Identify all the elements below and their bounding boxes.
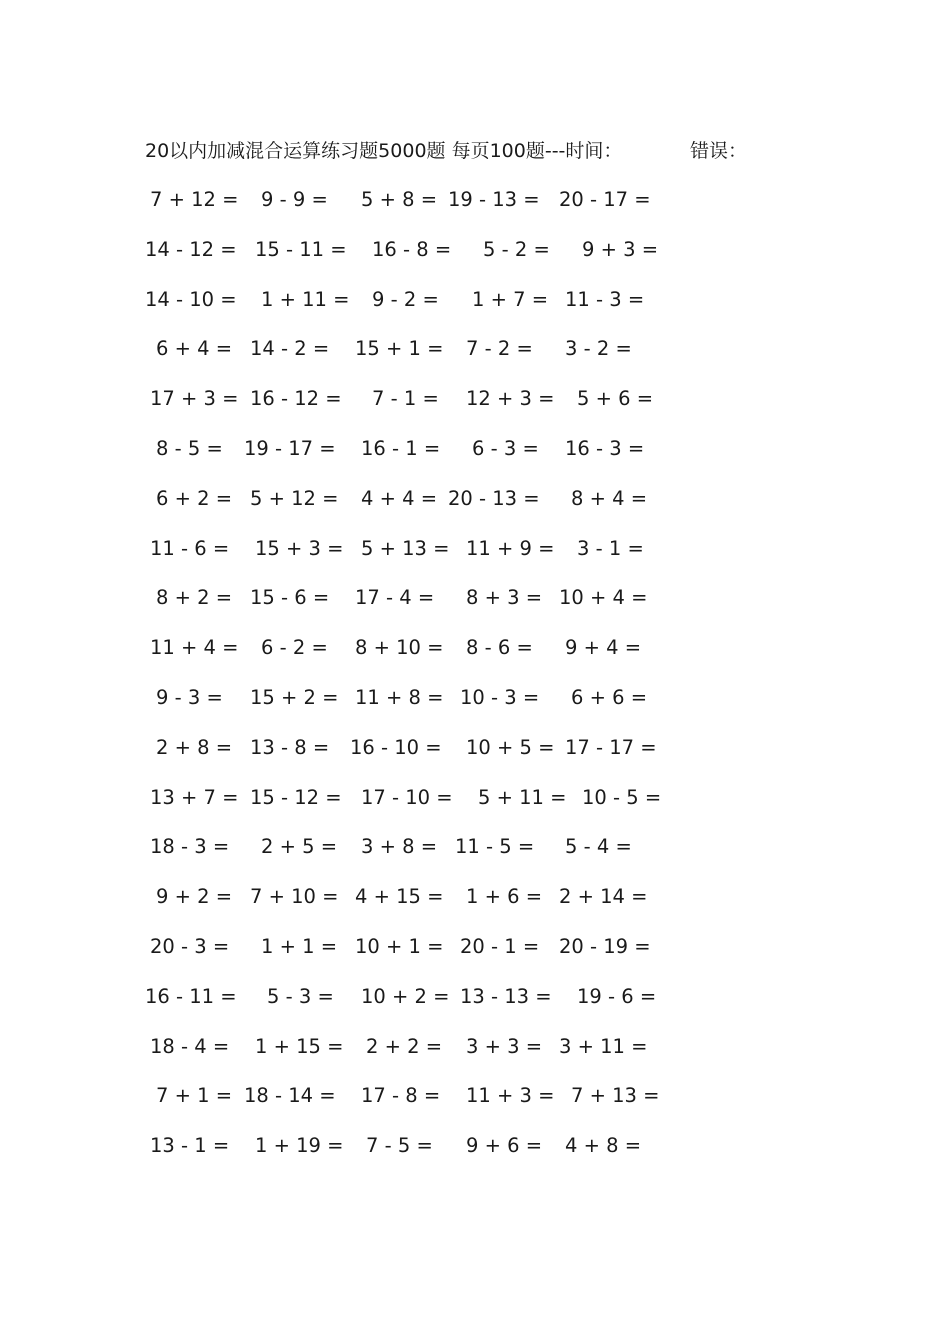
worksheet-title: 20以内加减混合运算练习题5000题 每页100题---时间： [145, 140, 623, 162]
math-problem: 10 + 5 = [466, 735, 555, 759]
math-problem: 14 - 2 = [250, 337, 330, 361]
math-problem: 6 - 3 = [472, 437, 539, 460]
math-problem: 7 - 2 = [466, 337, 533, 361]
math-problem: 5 + 13 = [361, 536, 450, 560]
math-problem: 15 + 3 = [255, 536, 344, 560]
math-problem: 5 - 4 = [565, 835, 632, 859]
math-problem: 13 + 7 = [150, 785, 239, 809]
math-problem: 6 - 2 = [261, 636, 328, 660]
math-problem: 2 + 2 = [366, 1034, 443, 1058]
math-problem: 11 - 5 = [455, 835, 535, 859]
math-problem: 5 - 2 = [483, 237, 550, 261]
math-problem: 12 + 3 = [466, 387, 555, 411]
math-problem: 9 + 3 = [582, 237, 659, 261]
math-problem: 9 - 3 = [156, 686, 223, 709]
math-problem: 16 - 10 = [350, 735, 442, 759]
math-problem: 15 - 11 = [255, 237, 347, 261]
math-problem: 6 + 2 = [156, 486, 233, 510]
math-problem: 11 - 3 = [565, 287, 645, 311]
math-problem: 11 + 9 = [466, 536, 555, 560]
math-problem: 1 + 19 = [255, 1134, 344, 1158]
math-problem: 5 + 8 = [361, 188, 438, 211]
math-problem: 20 - 19 = [559, 935, 651, 958]
math-problem: 16 - 3 = [565, 437, 645, 460]
math-problem: 20 - 13 = [448, 486, 540, 510]
math-problem: 11 + 3 = [466, 1084, 555, 1108]
math-problem: 8 - 5 = [156, 437, 223, 460]
math-problem: 20 - 1 = [460, 935, 540, 958]
math-problem: 1 + 15 = [255, 1034, 344, 1058]
math-problem: 1 + 7 = [472, 287, 549, 311]
math-problem: 7 + 13 = [571, 1084, 660, 1108]
math-problem: 11 - 6 = [150, 536, 230, 560]
math-problem: 11 + 4 = [150, 636, 239, 660]
math-problem: 17 - 10 = [361, 785, 453, 809]
math-problem: 3 + 8 = [361, 835, 438, 859]
math-problem: 4 + 8 = [565, 1134, 642, 1158]
math-problem: 13 - 13 = [460, 984, 552, 1008]
math-problem: 9 - 9 = [261, 188, 328, 211]
math-problem: 18 - 4 = [150, 1034, 230, 1058]
math-problem: 18 - 14 = [244, 1084, 336, 1108]
math-problem: 5 + 12 = [250, 486, 339, 510]
math-problem: 10 - 5 = [582, 785, 662, 809]
math-problem: 10 + 4 = [559, 586, 648, 610]
math-problem: 19 - 6 = [577, 984, 657, 1008]
math-problem: 17 - 17 = [565, 735, 657, 759]
math-problem: 10 - 3 = [460, 686, 540, 709]
math-problem: 15 + 2 = [250, 686, 339, 709]
math-problem: 1 + 6 = [466, 885, 543, 909]
math-problem: 6 + 4 = [156, 337, 233, 361]
error-label: 错误： [690, 140, 748, 162]
math-problem: 4 + 4 = [361, 486, 438, 510]
math-problem: 16 - 8 = [372, 237, 452, 261]
math-problem: 5 + 11 = [478, 785, 567, 809]
math-problem: 8 - 6 = [466, 636, 533, 660]
math-problem: 20 - 17 = [559, 188, 651, 211]
math-problem: 16 - 1 = [361, 437, 441, 460]
math-problem: 1 + 1 = [261, 935, 338, 958]
math-problem: 11 + 8 = [355, 686, 444, 709]
math-problem: 7 - 5 = [366, 1134, 433, 1158]
math-problem: 3 + 3 = [466, 1034, 543, 1058]
math-problem: 7 - 1 = [372, 387, 439, 411]
math-problem: 13 - 1 = [150, 1134, 230, 1158]
math-problem: 15 - 6 = [250, 586, 330, 610]
math-problem: 3 - 2 = [565, 337, 632, 361]
math-problem: 8 + 3 = [466, 586, 543, 610]
math-problem: 9 + 6 = [466, 1134, 543, 1158]
math-problem: 7 + 10 = [250, 885, 339, 909]
math-problem: 5 + 6 = [577, 387, 654, 411]
math-problem: 17 + 3 = [150, 387, 239, 411]
math-problem: 3 + 11 = [559, 1034, 648, 1058]
math-problem: 19 - 17 = [244, 437, 336, 460]
worksheet-header [145, 137, 748, 165]
math-problem: 9 + 2 = [156, 885, 233, 909]
math-problem: 6 + 6 = [571, 686, 648, 709]
math-problem: 20 - 3 = [150, 935, 230, 958]
math-problem: 2 + 5 = [261, 835, 338, 859]
math-problem: 17 - 8 = [361, 1084, 441, 1108]
math-problem: 16 - 12 = [250, 387, 342, 411]
math-problem: 19 - 13 = [448, 188, 540, 211]
math-problem: 4 + 15 = [355, 885, 444, 909]
math-problem: 2 + 14 = [559, 885, 648, 909]
math-problem: 8 + 10 = [355, 636, 444, 660]
math-problem: 7 + 12 = [150, 188, 239, 211]
math-problem: 18 - 3 = [150, 835, 230, 859]
math-problem: 15 + 1 = [355, 337, 444, 361]
math-problem: 2 + 8 = [156, 735, 233, 759]
math-problem: 10 + 2 = [361, 984, 450, 1008]
math-problem: 7 + 1 = [156, 1084, 233, 1108]
math-problem: 1 + 11 = [261, 287, 350, 311]
math-problem: 16 - 11 = [145, 984, 237, 1008]
math-problem: 9 + 4 = [565, 636, 642, 660]
math-problem: 14 - 12 = [145, 237, 237, 261]
math-problem: 15 - 12 = [250, 785, 342, 809]
math-problem: 10 + 1 = [355, 935, 444, 958]
math-problem: 8 + 4 = [571, 486, 648, 510]
math-problem: 13 - 8 = [250, 735, 330, 759]
math-problem: 14 - 10 = [145, 287, 237, 311]
math-problem: 17 - 4 = [355, 586, 435, 610]
math-problem: 8 + 2 = [156, 586, 233, 610]
math-problem: 5 - 3 = [267, 984, 334, 1008]
math-problem: 9 - 2 = [372, 287, 439, 311]
math-problem: 3 - 1 = [577, 536, 644, 560]
